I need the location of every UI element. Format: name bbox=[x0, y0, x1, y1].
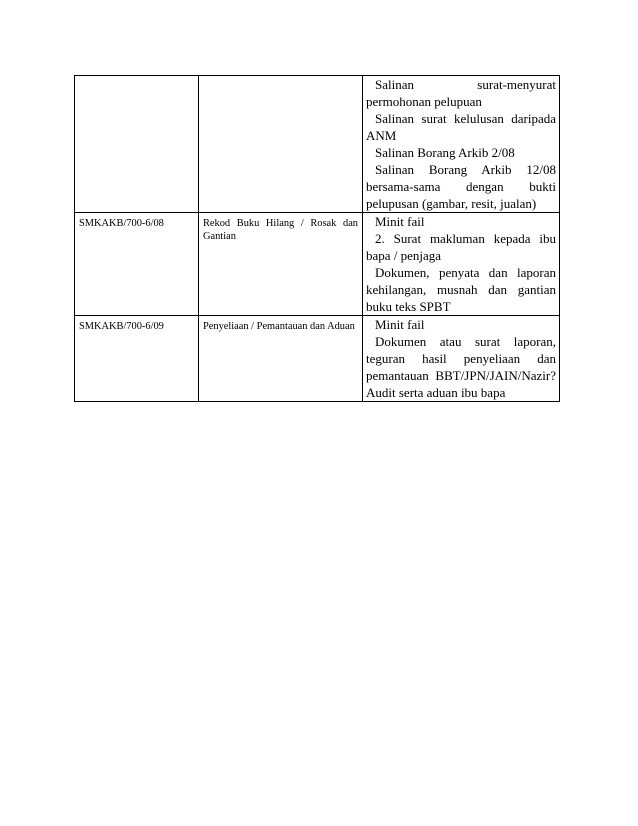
document-item: Salinan Borang Arkib 2/08 bbox=[375, 145, 515, 160]
file-title-cell: Rekod Buku Hilang / Rosak dan Gantian bbox=[199, 213, 363, 316]
documents-cell bbox=[363, 316, 560, 402]
file-code-cell: SMKAKB/700-6/08 bbox=[75, 213, 199, 316]
documents-cell bbox=[363, 76, 560, 213]
documents-cell bbox=[363, 213, 560, 316]
table-row bbox=[75, 316, 560, 402]
file-title-cell bbox=[199, 76, 363, 213]
document-item: Salinan Borang Arkib 12/08 bersama-sama dengan bukti pelupusan (gambar, resit, jualan) bbox=[366, 162, 556, 211]
file-code-cell bbox=[75, 76, 199, 213]
table-row bbox=[75, 76, 560, 213]
document-item: Dokumen, penyata dan laporan kehilangan, musnah dan gantian buku teks SPBT bbox=[366, 265, 556, 314]
file-code-cell: SMKAKB/700-6/09 bbox=[75, 316, 199, 402]
document-item: Salinan surat-menyurat permohonan pelupuan bbox=[366, 77, 556, 109]
document-item: Salinan surat kelulusan daripada ANM bbox=[366, 111, 556, 143]
table-row bbox=[75, 213, 560, 316]
file-title-cell: Penyeliaan / Pemantauan dan Aduan bbox=[199, 316, 363, 402]
document-item: Minit fail bbox=[375, 214, 425, 229]
document-item: 2. Surat makluman kepada ibu bapa / penjaga bbox=[366, 231, 556, 263]
records-table bbox=[74, 75, 560, 402]
document-item: Dokumen atau surat laporan, teguran hasil penyeliaan dan pemantauan BBT/JPN/JAIN/Nazir?Audit serta aduan ibu bapa bbox=[366, 334, 556, 400]
document-item: Minit fail bbox=[375, 317, 425, 332]
